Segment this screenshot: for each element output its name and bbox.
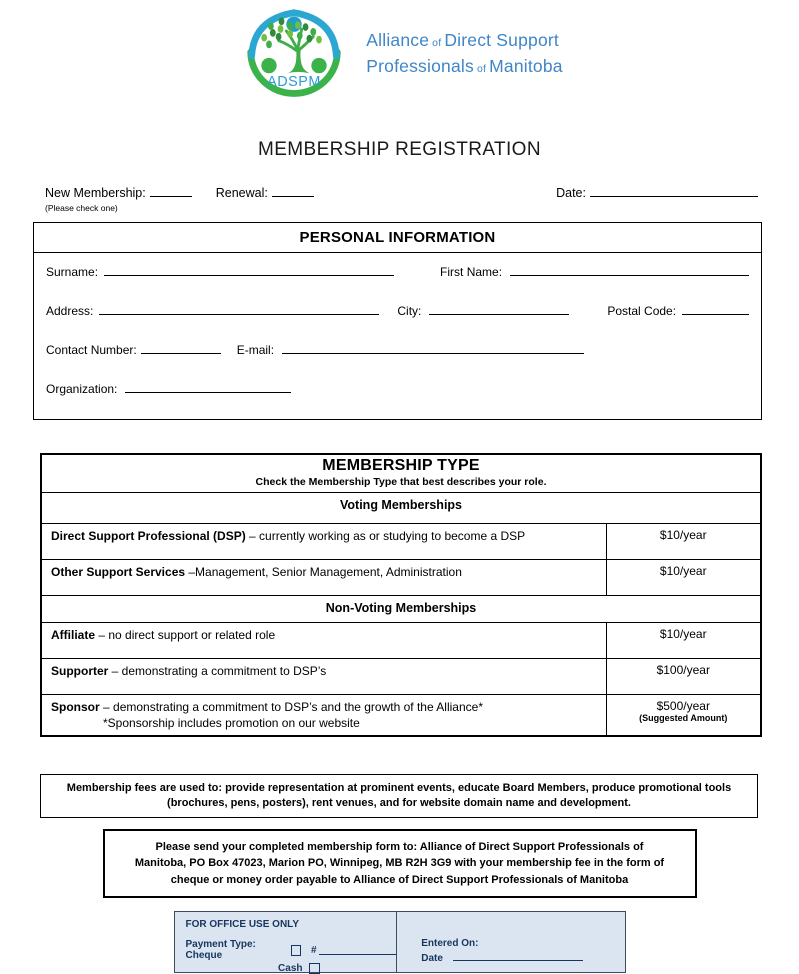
office-use-right-cell <box>397 912 624 972</box>
entered-date-label: Date <box>421 953 443 964</box>
other-support-description: Other Support Services –Management, Senior Management, Administration <box>41 560 606 596</box>
email-label: E-mail: <box>236 343 275 357</box>
cash-label: Cash <box>278 963 303 974</box>
table-row-supporter[interactable] <box>41 659 761 695</box>
office-use-heading: FOR OFFICE USE ONLY <box>185 919 300 930</box>
address-label: Address: <box>46 304 94 318</box>
org-name-line1: Alliance of Direct Support <box>366 29 559 50</box>
sponsor-note: *Sponsorship includes promotion on our website <box>103 716 360 730</box>
new-membership-label: New Membership: <box>45 186 146 200</box>
surname-label: Surname: <box>46 265 99 279</box>
payment-type-row <box>186 939 397 961</box>
membership-type-header-cell <box>41 454 761 493</box>
organization-label: Organization: <box>46 382 118 396</box>
org-name-line2: Professionals of Manitoba <box>366 55 563 76</box>
voting-memberships-header: Voting Memberships <box>41 493 761 524</box>
name-row <box>46 263 749 302</box>
entered-date-field[interactable] <box>453 952 583 961</box>
first-name-label: First Name: <box>440 265 503 279</box>
renewal-field[interactable] <box>272 184 314 197</box>
office-use-section <box>174 911 626 973</box>
contact-number-label: Contact Number: <box>46 343 137 357</box>
organization-field[interactable] <box>125 380 291 393</box>
city-field[interactable] <box>429 302 569 315</box>
postal-code-field[interactable] <box>682 302 749 315</box>
membership-type-table <box>40 453 762 737</box>
personal-information-section <box>33 222 762 420</box>
mailing-instructions-note: Please send your completed membership form to: Alliance of Direct Support Professionals of Manitoba, PO Box 47023, Marion PO, Winnipeg, MB R2H 3G9 with your membership fee in the form of cheque or money order payable to Alliance of Direct Support Professionals of Manitoba <box>103 829 697 899</box>
green-figure-head-right <box>312 58 327 73</box>
affiliate-price: $10/year <box>606 623 761 659</box>
please-check-note: (Please check one) <box>45 203 118 213</box>
membership-type-subheading: Check the Membership Type that best describes your role. <box>255 476 547 488</box>
sponsor-price: $500/year <box>656 699 710 713</box>
cheque-checkbox[interactable] <box>291 945 301 956</box>
entered-date-row <box>421 952 624 964</box>
nonvoting-memberships-header: Non-Voting Memberships <box>41 596 761 623</box>
cheque-number-field[interactable] <box>319 946 397 955</box>
cheque-number-label: # <box>310 944 317 956</box>
contact-row <box>46 341 749 380</box>
membership-status-row <box>0 184 799 200</box>
address-field[interactable] <box>99 302 379 315</box>
organization-row <box>46 380 749 419</box>
new-membership-field[interactable] <box>150 184 192 197</box>
dsp-description: Direct Support Professional (DSP) – currently working as or studying to become a DSP <box>41 524 606 560</box>
org-name <box>366 29 562 81</box>
postal-code-label: Postal Code: <box>607 304 677 318</box>
cash-row <box>186 963 397 974</box>
sponsor-price-cell <box>606 695 761 736</box>
logo-acronym: ADSPM <box>267 73 322 90</box>
surname-field[interactable] <box>104 263 394 276</box>
cash-checkbox[interactable] <box>309 963 320 974</box>
first-name-field[interactable] <box>510 263 749 276</box>
table-row-sponsor[interactable] <box>41 695 761 736</box>
supporter-description: Supporter – demonstrating a commitment to DSP’s <box>41 659 606 695</box>
supporter-price: $100/year <box>606 659 761 695</box>
logo-header <box>236 4 562 105</box>
sponsor-price-note: (Suggested Amount) <box>639 713 728 723</box>
date-label: Date: <box>556 186 586 200</box>
fees-usage-note: Membership fees are used to: provide representation at prominent events, educate Board Members, produce promotional tools (brochures, pens, posters), rent venues, and for website domain name and development. <box>40 774 758 818</box>
page-title: MEMBERSHIP REGISTRATION <box>258 139 541 160</box>
contact-number-field[interactable] <box>141 341 221 354</box>
dsp-price: $10/year <box>606 524 761 560</box>
address-row <box>46 302 749 341</box>
table-row-dsp[interactable] <box>41 524 761 560</box>
office-use-left-cell <box>175 912 398 972</box>
date-field[interactable] <box>590 184 758 197</box>
affiliate-description: Affiliate – no direct support or related role <box>41 623 606 659</box>
personal-information-heading: PERSONAL INFORMATION <box>34 223 761 253</box>
renewal-label: Renewal: <box>215 186 268 200</box>
sponsor-description: Sponsor – demonstrating a commitment to DSP’s and the growth of the Alliance* *Sponsorship includes promotion on our website <box>41 695 606 736</box>
membership-type-heading: MEMBERSHIP TYPE <box>322 457 480 474</box>
green-figure-head-left <box>262 58 277 73</box>
table-row-affiliate[interactable] <box>41 623 761 659</box>
table-row-other-support[interactable] <box>41 560 761 596</box>
other-support-price: $10/year <box>606 560 761 596</box>
city-label: City: <box>397 304 422 318</box>
adspm-logo-icon <box>236 4 352 105</box>
payment-cheque-label: Payment Type: Cheque <box>185 939 256 961</box>
entered-on-label: Entered On: <box>421 938 479 949</box>
email-field[interactable] <box>282 341 584 354</box>
